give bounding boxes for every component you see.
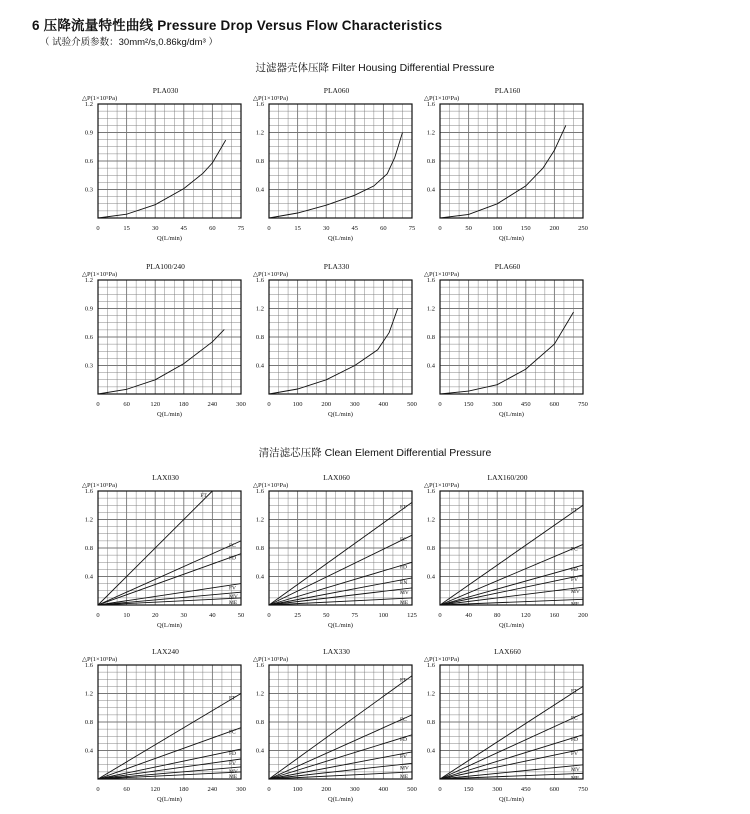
x-tick-label: 0 (267, 401, 271, 408)
series-label: MV (229, 768, 238, 775)
series-label: ME (571, 601, 580, 608)
chart-pla060 (253, 86, 415, 242)
x-tick-label: 300 (349, 786, 360, 793)
y-tick-label: 1.6 (255, 277, 264, 284)
y-tick-label: 0.9 (84, 129, 93, 137)
y-axis-label: △P(1×10⁵Pa) (253, 482, 289, 489)
y-tick-label: 1.6 (255, 488, 264, 495)
y-tick-label: 1.2 (84, 277, 93, 284)
x-tick-label: 60 (380, 225, 387, 232)
series-label: FC (400, 716, 407, 723)
series-label: ME (229, 773, 238, 780)
x-axis-label: Q(L/min) (328, 622, 353, 629)
x-axis-label: Q(L/min) (328, 235, 353, 242)
series-line-fc (440, 714, 583, 780)
chart-pla660 (424, 262, 588, 418)
x-tick-label: 150 (463, 786, 474, 793)
x-tick-label: 450 (520, 401, 531, 408)
y-axis-label: △P(1×10⁵Pa) (82, 95, 118, 102)
x-tick-label: 100 (378, 612, 389, 619)
series-line-fd (440, 735, 583, 782)
series-label: ME (400, 599, 409, 606)
chart-title: LAX030 (152, 473, 179, 482)
x-tick-label: 250 (578, 225, 588, 232)
series-line-fd (98, 554, 241, 605)
y-tick-label: 1.2 (426, 690, 435, 698)
series-line-ft (269, 502, 412, 605)
y-tick-label: 1.6 (426, 277, 435, 284)
page-title: 6 压降流量特性曲线 Pressure Drop Versus Flow Characteristics (32, 18, 443, 33)
x-axis-label: Q(L/min) (157, 622, 182, 629)
series-label: FD (229, 751, 237, 758)
y-tick-label: 0.4 (255, 573, 264, 581)
y-axis-label: △P(1×10⁵Pa) (253, 656, 289, 663)
x-tick-label: 150 (463, 401, 474, 408)
series-label: MV (400, 765, 409, 772)
x-tick-label: 15 (123, 225, 130, 232)
series-line-en (269, 578, 412, 605)
x-tick-label: 750 (578, 401, 588, 408)
chart-title: PLA100/240 (146, 262, 185, 271)
y-axis-label: △P(1×10⁵Pa) (424, 482, 460, 489)
y-tick-label: 1.2 (426, 129, 435, 137)
x-tick-label: 60 (209, 225, 216, 232)
series-label: FT (571, 688, 578, 695)
chart-title: PLA060 (323, 86, 350, 95)
series-label: FT (571, 507, 578, 514)
y-tick-label: 0.4 (426, 747, 435, 755)
x-tick-label: 100 (492, 225, 503, 232)
y-tick-label: 0.8 (426, 545, 435, 552)
housing-section-title: 过滤器壳体压降 Filter Housing Differential Pressure (255, 62, 495, 74)
x-tick-label: 25 (294, 612, 301, 619)
series-label: FV (229, 761, 237, 768)
series-line-fd (269, 735, 412, 779)
x-tick-label: 40 (209, 612, 216, 619)
y-tick-label: 0.3 (84, 186, 93, 194)
x-tick-label: 500 (407, 786, 417, 793)
x-tick-label: 500 (407, 401, 417, 408)
x-tick-label: 30 (322, 225, 330, 232)
series-label: FC (571, 715, 578, 722)
y-tick-label: 0.3 (84, 362, 93, 370)
x-tick-label: 0 (438, 612, 442, 619)
chart-title: LAX060 (323, 473, 350, 482)
series-label: FT (229, 695, 236, 702)
y-axis-label: △P(1×10⁵Pa) (82, 656, 118, 663)
x-tick-label: 300 (236, 401, 246, 408)
series-label: FD (571, 736, 579, 743)
series-label: FV (229, 585, 237, 592)
y-axis-label: △P(1×10⁵Pa) (424, 271, 460, 278)
y-tick-label: 1.6 (255, 101, 264, 108)
chart-pla030 (82, 86, 244, 242)
series-label: EN (400, 579, 408, 586)
series-label: ME (571, 775, 580, 782)
chart-title: LAX160/200 (487, 473, 528, 482)
x-axis-label: Q(L/min) (499, 411, 524, 418)
y-tick-label: 1.6 (426, 488, 435, 495)
y-tick-label: 0.4 (426, 186, 435, 194)
series-label: FT (200, 493, 207, 499)
series-label: FV (400, 753, 408, 760)
y-tick-label: 1.6 (255, 662, 264, 669)
series-label: FD (229, 555, 237, 562)
chart-lax240 (82, 647, 246, 803)
x-tick-label: 300 (349, 401, 360, 408)
y-tick-label: 1.2 (255, 305, 264, 313)
x-axis-label: Q(L/min) (499, 796, 524, 803)
x-tick-label: 450 (520, 786, 531, 793)
x-tick-label: 10 (123, 612, 130, 619)
x-tick-label: 0 (438, 401, 442, 408)
chart-title: PLA330 (323, 262, 350, 271)
series-line-me (269, 772, 412, 779)
x-axis-label: Q(L/min) (157, 411, 182, 418)
y-tick-label: 0.8 (426, 334, 435, 341)
x-tick-label: 0 (267, 225, 271, 232)
x-tick-label: 120 (150, 401, 161, 408)
x-tick-label: 120 (520, 612, 531, 619)
series-label: FC (400, 537, 407, 544)
x-tick-label: 300 (492, 786, 503, 793)
chart-lax660 (424, 647, 588, 803)
series-label: FD (400, 564, 408, 571)
chart-pla330 (253, 262, 417, 418)
x-tick-label: 75 (408, 225, 416, 232)
y-tick-label: 0.6 (84, 334, 93, 341)
y-tick-label: 1.6 (426, 662, 435, 669)
x-tick-label: 60 (123, 786, 130, 793)
test-conditions: （ 试验介质参数：30mm²/s,0.86kg/dm³ ） (40, 37, 218, 48)
x-tick-label: 0 (96, 225, 100, 232)
chart-lax060 (253, 473, 417, 629)
y-tick-label: 1.2 (255, 129, 264, 137)
series-label: FV (571, 751, 579, 758)
y-tick-label: 1.2 (255, 690, 264, 698)
series-label: FD (400, 736, 408, 743)
x-tick-label: 80 (493, 612, 501, 619)
series-label: MV (571, 589, 580, 596)
x-tick-label: 45 (351, 225, 359, 232)
y-tick-label: 0.9 (84, 305, 93, 313)
series-label: FC (229, 729, 236, 736)
x-tick-label: 125 (407, 612, 417, 619)
y-tick-label: 0.8 (84, 545, 93, 552)
x-tick-label: 400 (378, 786, 389, 793)
x-tick-label: 100 (292, 401, 303, 408)
series-line-mv (269, 588, 412, 605)
x-tick-label: 20 (151, 612, 159, 619)
chart-title: PLA660 (494, 262, 521, 271)
x-tick-label: 0 (267, 612, 271, 619)
y-tick-label: 1.6 (84, 662, 93, 669)
x-tick-label: 240 (207, 786, 218, 793)
series-label: FC (229, 542, 236, 549)
chart-title: LAX660 (494, 647, 521, 656)
y-tick-label: 0.8 (255, 158, 264, 165)
x-tick-label: 150 (520, 225, 531, 232)
y-tick-label: 1.2 (84, 690, 93, 698)
series-label: FC (571, 546, 578, 553)
x-axis-label: Q(L/min) (157, 235, 182, 242)
y-axis-label: △P(1×10⁵Pa) (424, 95, 460, 102)
y-tick-label: 1.2 (255, 516, 264, 524)
series-label: MV (400, 589, 409, 596)
y-tick-label: 0.4 (255, 186, 264, 194)
y-tick-label: 0.4 (426, 573, 435, 581)
x-tick-label: 0 (96, 401, 100, 408)
x-axis-label: Q(L/min) (499, 622, 524, 629)
x-tick-label: 100 (292, 786, 303, 793)
chart-title: LAX240 (152, 647, 179, 656)
x-axis-label: Q(L/min) (499, 235, 524, 242)
y-tick-label: 0.8 (255, 545, 264, 552)
x-tick-label: 240 (207, 401, 218, 408)
series-line-ft (269, 676, 412, 779)
chart-pla100-240 (82, 262, 246, 418)
x-axis-label: Q(L/min) (157, 796, 182, 803)
y-tick-label: 0.8 (255, 719, 264, 726)
y-tick-label: 0.4 (255, 362, 264, 370)
x-tick-label: 180 (178, 786, 189, 793)
series-label: FD (571, 567, 579, 574)
y-tick-label: 0.6 (84, 158, 93, 165)
x-tick-label: 30 (151, 225, 159, 232)
x-tick-label: 50 (465, 225, 472, 232)
chart-lax330 (253, 647, 417, 803)
y-axis-label: △P(1×10⁵Pa) (253, 271, 289, 278)
series-label: FT (400, 504, 407, 511)
y-tick-label: 1.2 (84, 516, 93, 524)
chart-lax160-200 (424, 473, 588, 629)
x-tick-label: 0 (267, 786, 271, 793)
x-tick-label: 600 (549, 401, 560, 408)
x-tick-label: 0 (96, 786, 100, 793)
x-tick-label: 750 (578, 786, 588, 793)
y-tick-label: 1.2 (426, 516, 435, 524)
series-line-fc (269, 535, 412, 605)
y-tick-label: 1.6 (84, 488, 93, 495)
x-tick-label: 75 (237, 225, 245, 232)
element-section-title: 清洁滤芯压降 Clean Element Differential Pressure (258, 447, 492, 459)
chart-pla160 (424, 86, 588, 242)
x-tick-label: 200 (578, 612, 588, 619)
y-tick-label: 0.8 (84, 719, 93, 726)
series-label: MV (229, 594, 238, 601)
x-axis-label: Q(L/min) (328, 411, 353, 418)
x-tick-label: 0 (438, 225, 442, 232)
series-label: FV (571, 577, 579, 584)
x-tick-label: 40 (465, 612, 472, 619)
y-axis-label: △P(1×10⁵Pa) (82, 482, 118, 489)
x-tick-label: 45 (180, 225, 188, 232)
y-tick-label: 0.8 (426, 158, 435, 165)
x-tick-label: 60 (123, 401, 130, 408)
x-tick-label: 300 (236, 786, 246, 793)
x-tick-label: 400 (378, 401, 389, 408)
series-label: MV (571, 766, 580, 773)
y-axis-label: △P(1×10⁵Pa) (424, 656, 460, 663)
x-tick-label: 600 (549, 786, 560, 793)
x-tick-label: 200 (321, 401, 332, 408)
series-label: FT (400, 677, 407, 684)
y-tick-label: 1.2 (426, 305, 435, 313)
series-line-ft (440, 686, 583, 782)
x-tick-label: 300 (492, 401, 503, 408)
chart-title: PLA030 (152, 86, 179, 95)
x-tick-label: 0 (438, 786, 442, 793)
x-tick-label: 160 (549, 612, 560, 619)
y-axis-label: △P(1×10⁵Pa) (253, 95, 289, 102)
series-line-fc (98, 541, 241, 605)
x-axis-label: Q(L/min) (328, 796, 353, 803)
x-tick-label: 0 (96, 612, 100, 619)
x-tick-label: 30 (180, 612, 188, 619)
y-tick-label: 1.2 (84, 101, 93, 108)
x-tick-label: 75 (351, 612, 359, 619)
series-line-fc (269, 715, 412, 779)
x-tick-label: 120 (150, 786, 161, 793)
x-tick-label: 200 (549, 225, 560, 232)
series-label: ME (229, 599, 238, 606)
x-tick-label: 50 (237, 612, 245, 619)
chart-lax030 (82, 473, 244, 629)
series-line-fd (440, 565, 583, 608)
y-tick-label: 0.4 (84, 747, 93, 755)
y-tick-label: 0.4 (426, 362, 435, 370)
chart-title: PLA160 (494, 86, 521, 95)
series-label: ME (400, 773, 409, 780)
y-axis-label: △P(1×10⁵Pa) (82, 271, 118, 278)
x-tick-label: 50 (322, 612, 330, 619)
x-tick-label: 15 (294, 225, 301, 232)
y-tick-label: 0.8 (426, 719, 435, 726)
x-tick-label: 180 (178, 401, 189, 408)
y-tick-label: 1.6 (426, 101, 435, 108)
x-tick-label: 200 (321, 786, 332, 793)
chart-title: LAX330 (323, 647, 350, 656)
y-tick-label: 0.4 (84, 573, 93, 581)
y-tick-label: 0.4 (255, 747, 264, 755)
y-tick-label: 0.8 (255, 334, 264, 341)
